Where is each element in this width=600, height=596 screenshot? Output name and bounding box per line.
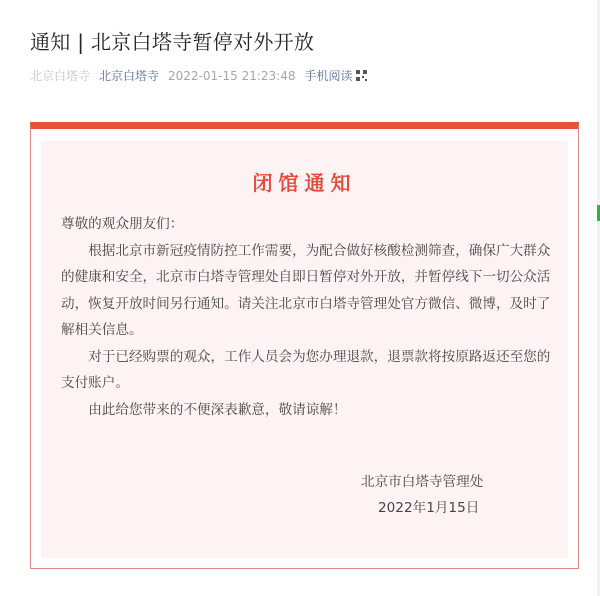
notice-signature-block: [361, 469, 483, 521]
qr-code-icon[interactable]: [356, 70, 367, 81]
notice-signature: 北京市白塔寺管理处: [361, 474, 484, 490]
article-meta: [30, 67, 367, 84]
notice-paragraph: 由此给您带来的不便深表歉意，敬请谅解！: [88, 401, 347, 418]
mobile-read-label: 手机阅读: [304, 69, 353, 83]
notice-body: [61, 211, 552, 423]
notice-paragraph: 根据北京市新冠疫情防控工作需要，为配合做好核酸检测筛查，确保广大群众的健康和安全，北京市白塔寺管理处自即日暂停对外开放，并暂停线下一切公众活动，恢复开放时间另行通知。请关注北京市白塔寺管理处官方微信、微博，及时了解相关信息。: [61, 242, 551, 338]
notice-panel: [41, 141, 568, 558]
article-source: 北京白塔寺: [30, 69, 91, 83]
account-link[interactable]: 北京白塔寺: [99, 69, 160, 83]
publish-time: 2022-01-15 21:23:48: [168, 68, 296, 83]
notice-heading: 闭馆通知: [252, 171, 357, 195]
notice-paragraph: 对于已经购票的观众，工作人员会为您办理退款，退票款将按原路返还至您的支付账户。: [61, 348, 551, 391]
notice-greeting: 尊敬的观众朋友们：: [61, 216, 184, 232]
notice-card: [30, 122, 579, 569]
mobile-read-button[interactable]: [304, 67, 366, 84]
notice-date: 2022年1月15日: [378, 500, 480, 516]
article-title: 通知 | 北京白塔寺暂停对外开放: [30, 30, 315, 54]
